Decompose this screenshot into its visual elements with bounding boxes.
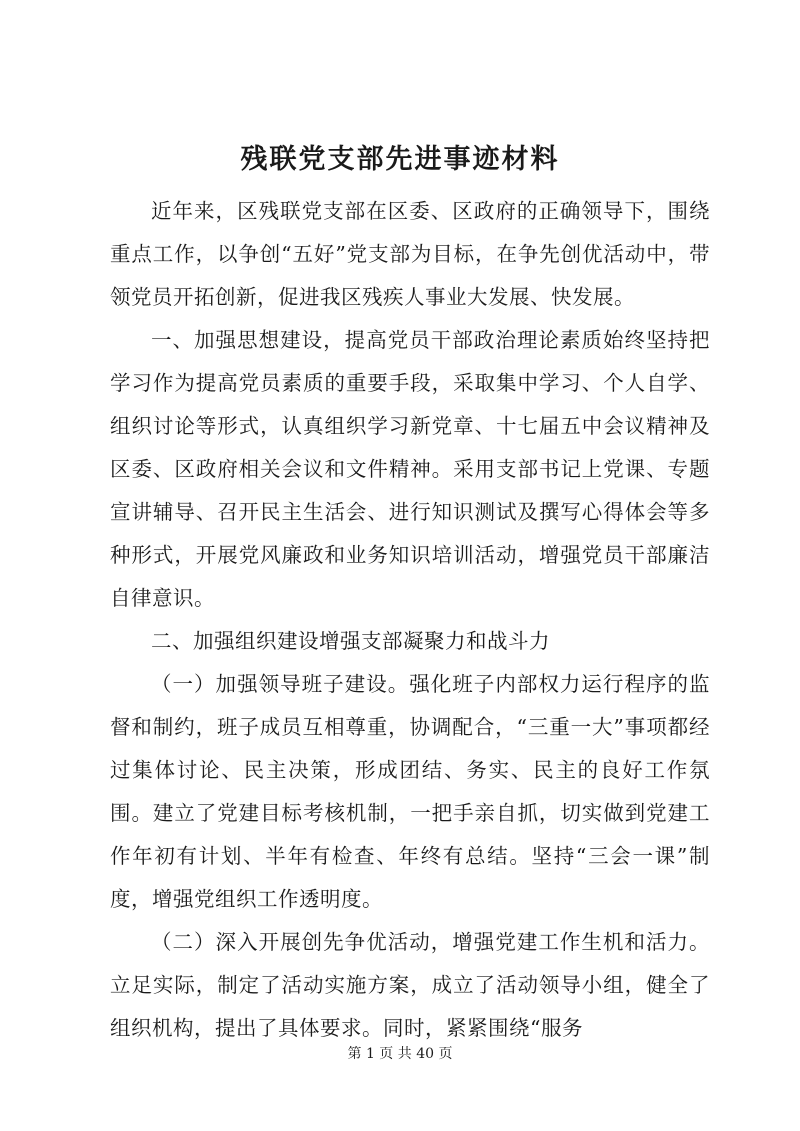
paragraph-intro: 近年来，区残联党支部在区委、区政府的正确领导下，围绕重点工作，以争创“五好”党支部为目标，在争先创优活动中，带领党员开拓创新，促进我区残疾人事业大发展、快发展。 xyxy=(110,199,710,309)
paragraph-organization-heading: 二、加强组织建设增强支部凝聚力和战斗力 xyxy=(151,629,550,653)
document-title: 残联党支部先进事迹材料 xyxy=(240,144,560,175)
paragraph-ideological-building: 一、加强思想建设，提高党员干部政治理论素质始终坚持把学习作为提高党员素质的重要手段，采取集中学习、个人自学、组织讨论等形式，认真组织学习新党章、十七届五中会议精神及区委、区政府相关会议和文件精神。采用支部书记上党课、专题宣讲辅导、召开民主生活会、进行知识测试及撰写心得体会等多种形式，开展党风廉政和业务知识培训活动，增强党员干部廉洁自律意识。 xyxy=(110,328,710,610)
paragraph-excellence-activities: （二）深入开展创先争优活动，增强党建工作生机和活力。立足实际，制定了活动实施方案，成立了活动领导小组，健全了组织机构，提出了具体要求。同时，紧紧围绕“服务 xyxy=(110,930,710,1040)
paragraph-leadership-team: （一）加强领导班子建设。强化班子内部权力运行程序的监督和制约，班子成员互相尊重，协调配合，“三重一大”事项都经过集体讨论、民主决策，形成团结、务实、民主的良好工作氛围。建立了党建目标考核机制，一把手亲自抓，切实做到党建工作年初有计划、半年有检查、年终有总结。坚持“三会一课”制度，增强党组织工作透明度。 xyxy=(110,672,710,911)
page-number-footer: 第 1 页 共 40 页 xyxy=(347,1046,453,1062)
document-body xyxy=(110,190,710,1050)
